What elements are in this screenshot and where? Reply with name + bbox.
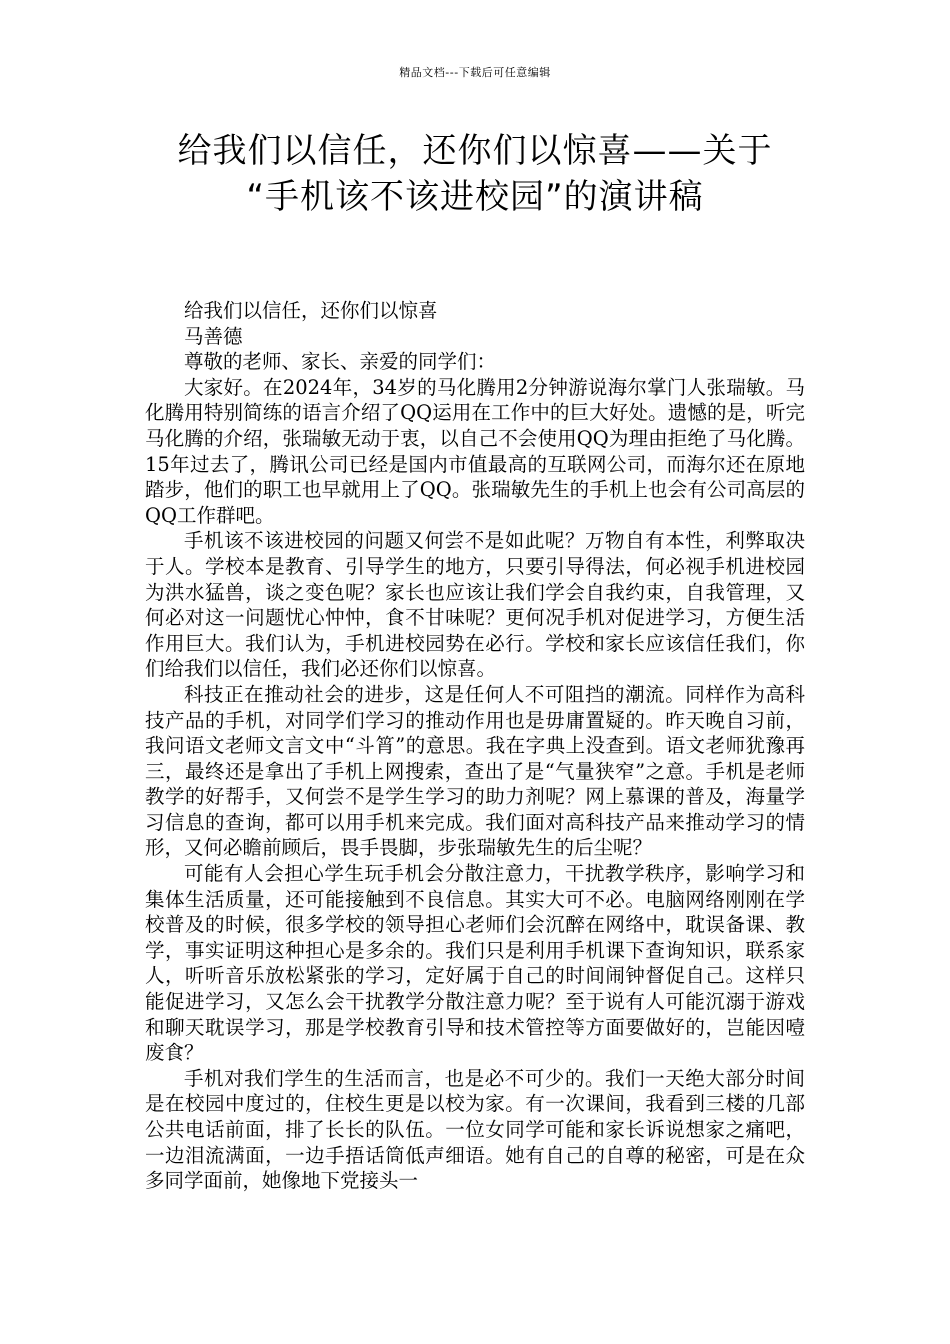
title-line-2: “手机该不该进校园”的演讲稿 [246,177,704,217]
author-name: 马善德 [184,324,243,348]
body-paragraph: 手机该不该进校园的问题又何尝不是如此呢？万物自有本性，利弊取决于人。学校本是教育、引导学生的地方，只要引导得法，何必视手机进校园为洪水猛兽，谈之变色呢？家长也应该让我们学会自我约束，自我管理，又何必对这一问题忧心忡忡，食不甘味呢？更何况手机对促进学习，方便生活作用巨大。我们认为，手机进校园势在必行。学校和家长应该信任我们，你们给我们以信任，我们必还你们以惊喜。 [145,529,805,681]
body-paragraph: 手机对我们学生的生活而言，也是必不可少的。我们一天绝大部分时间是在校园中度过的，住校生更是以校为家。有一次课间，我看到三楼的几部公共电话前面，排了长长的队伍。一位女同学可能和家长诉说想家之痛吧，一边泪流满面，一边手捂话筒低声细语。她有自己的自尊的秘密，可是在众多同学面前，她像地下党接头一 [145,1066,805,1193]
speech-subtitle: 给我们以信任，还你们以惊喜 [184,299,438,322]
body-paragraph: 可能有人会担心学生玩手机会分散注意力，干扰教学秩序，影响学习和集体生活质量，还可能接触到不良信息。其实大可不必。电脑网络刚刚在学校普及的时候，很多学校的领导担心老师们会沉醉在网络中，耽误备课、教学，事实证明这种担心是多余的。我们只是利用手机课下查询知识，联系家人，听听音乐放松紧张的学习，定好属于自己的时间闹钟督促自己。这样只能促进学习，又怎么会干扰教学分散注意力呢？至于说有人可能沉溺于游戏和聊天耽误学习，那是学校教育引导和技术管控等方面要做好的，岂能因噎废食？ [145,862,805,1065]
document-title [110,128,840,220]
title-line-1: 给我们以信任，还你们以惊喜——关于 [177,131,773,171]
document-body [145,298,805,1194]
body-paragraph: 科技正在推动社会的进步，这是任何人不可阻挡的潮流。同样作为高科技产品的手机，对同学们学习的推动作用也是毋庸置疑的。昨天晚自习前，我问语文老师文言文中“斗筲”的意思。我在字典上没查到。语文老师犹豫再三，最终还是拿出了手机上网搜索，查出了是“气量狭窄”之意。手机是老师教学的好帮手，又何尝不是学生学习的助力剂呢？网上慕课的普及，海量学习信息的查询，都可以用手机来完成。我们面对高科技产品来推动学习的情形，又何必瞻前顾后，畏手畏脚，步张瑞敏先生的后尘呢？ [145,682,805,860]
page-header: 精品文档---下载后可任意编辑 [399,66,551,79]
body-paragraph: 大家好。在2024年，34岁的马化腾用2分钟游说海尔掌门人张瑞敏。马化腾用特别简练的语言介绍了QQ运用在工作中的巨大好处。遗憾的是，听完马化腾的介绍，张瑞敏无动于衷，以自己不会使用QQ为理由拒绝了马化腾。15年过去了，腾讯公司已经是国内市值最高的互联网公司，而海尔还在原地踏步，他们的职工也早就用上了QQ。张瑞敏先生的手机上也会有公司高层的QQ工作群吧。 [145,375,805,527]
salutation: 尊敬的老师、家长、亲爱的同学们： [184,350,497,374]
